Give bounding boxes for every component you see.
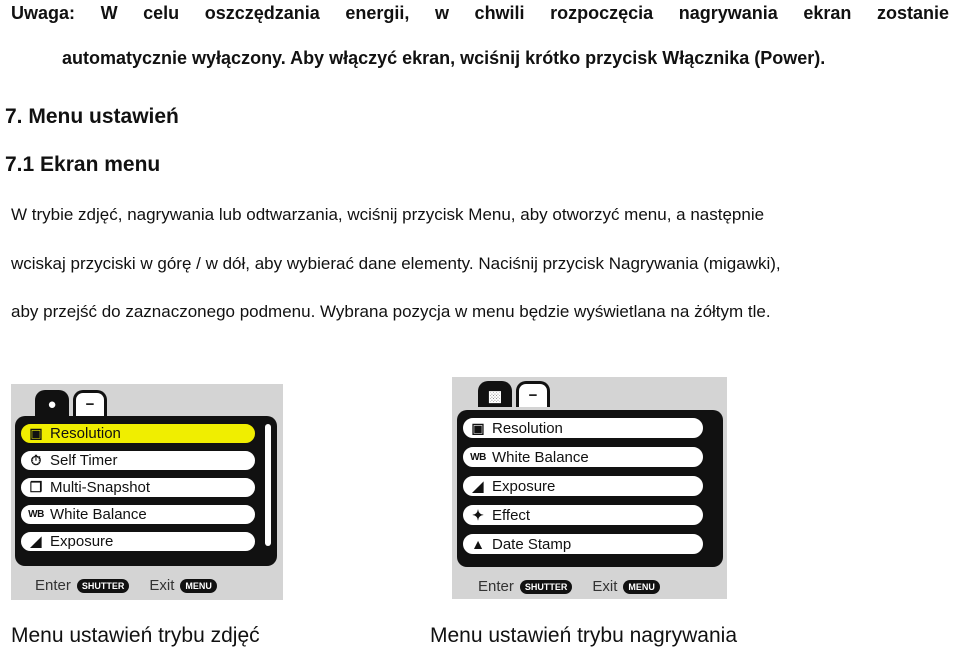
- shutter-button-icon: SHUTTER: [77, 579, 130, 593]
- menu-list: [15, 416, 277, 566]
- video-menu-screenshot: [452, 377, 727, 599]
- menu-item-self-timer: [19, 449, 257, 472]
- menu-item-label: Resolution: [492, 419, 563, 437]
- menu-item-effect: [461, 503, 705, 527]
- effect-icon: ✦: [472, 506, 484, 523]
- menu-item-white-balance: [461, 445, 705, 469]
- video-camera-icon: ▩: [478, 381, 512, 407]
- menu-item-label: Resolution: [50, 425, 121, 442]
- menu-item-label: Multi-Snapshot: [50, 479, 151, 496]
- wb-icon: WB: [28, 509, 44, 520]
- paragraph-line-3: aby przejść do zaznaczonego podmenu. Wybrana pozycja w menu będzie wyświetlana na żółtym tle.: [11, 302, 771, 321]
- resolution-icon: ▣: [471, 419, 485, 436]
- date-stamp-icon: ▲: [471, 536, 485, 552]
- camera-icon: ●: [35, 390, 69, 416]
- menu-button-icon: MENU: [180, 579, 217, 593]
- menu-item-label: White Balance: [50, 506, 147, 523]
- note-line-1: Uwaga: W celu oszczędzania energii, w chwili rozpoczęcia nagrywania ekran zostanie: [11, 3, 949, 23]
- menu-item-label: Exposure: [492, 477, 556, 495]
- note-line-2: automatycznie wyłączony. Aby włączyć ekran, wciśnij krótko przycisk Włącznika (Power).: [62, 48, 826, 68]
- menu-item-date-stamp: [461, 532, 705, 556]
- menu-item-label: Effect: [492, 506, 531, 524]
- menu-footer: [478, 578, 660, 595]
- enter-label: Enter: [478, 578, 514, 595]
- caption-photo-menu: Menu ustawień trybu zdjęć: [11, 624, 260, 647]
- menu-item-exposure: [461, 474, 705, 498]
- exit-label: Exit: [149, 577, 175, 594]
- menu-item-label: Exposure: [50, 533, 114, 550]
- menu-item-label: Self Timer: [50, 452, 118, 469]
- menu-item-label: White Balance: [492, 448, 589, 466]
- menu-item-resolution: [461, 416, 705, 440]
- menu-tabs: [35, 390, 107, 418]
- shutter-button-icon: SHUTTER: [520, 580, 573, 594]
- photo-menu-screenshot: [11, 384, 283, 600]
- timer-icon: ⏱: [30, 452, 42, 468]
- menu-item-label: Date Stamp: [492, 535, 572, 553]
- exposure-icon: ◢: [30, 533, 42, 549]
- wb-icon: WB: [470, 451, 486, 463]
- multi-snapshot-icon: ❐: [29, 479, 43, 495]
- caption-video-menu: Menu ustawień trybu nagrywania: [430, 624, 738, 647]
- subsection-title: 7.1 Ekran menu: [5, 153, 161, 176]
- menu-button-icon: MENU: [623, 580, 660, 594]
- exit-label: Exit: [592, 578, 618, 595]
- resolution-icon: ▣: [29, 425, 43, 441]
- menu-item-white-balance: [19, 503, 257, 526]
- menu-item-resolution: [19, 422, 257, 445]
- scrollbar: [265, 424, 271, 546]
- menu-list: [457, 410, 723, 567]
- enter-label: Enter: [35, 577, 71, 594]
- paragraph-line-1: W trybie zdjęć, nagrywania lub odtwarzania, wciśnij przycisk Menu, aby otworzyć menu, a następnie: [11, 205, 765, 224]
- menu-item-exposure: [19, 530, 257, 553]
- wrench-icon: −: [73, 390, 107, 416]
- menu-footer: [35, 577, 217, 594]
- paragraph-line-2: wciskaj przyciski w górę / w dół, aby wybierać dane elementy. Naciśnij przycisk Nagrywania (migawki),: [11, 254, 781, 273]
- exposure-icon: ◢: [472, 477, 484, 494]
- section-title: 7. Menu ustawień: [5, 105, 179, 128]
- menu-tabs: [478, 381, 550, 409]
- wrench-icon: −: [516, 381, 550, 407]
- menu-item-multi-snapshot: [19, 476, 257, 499]
